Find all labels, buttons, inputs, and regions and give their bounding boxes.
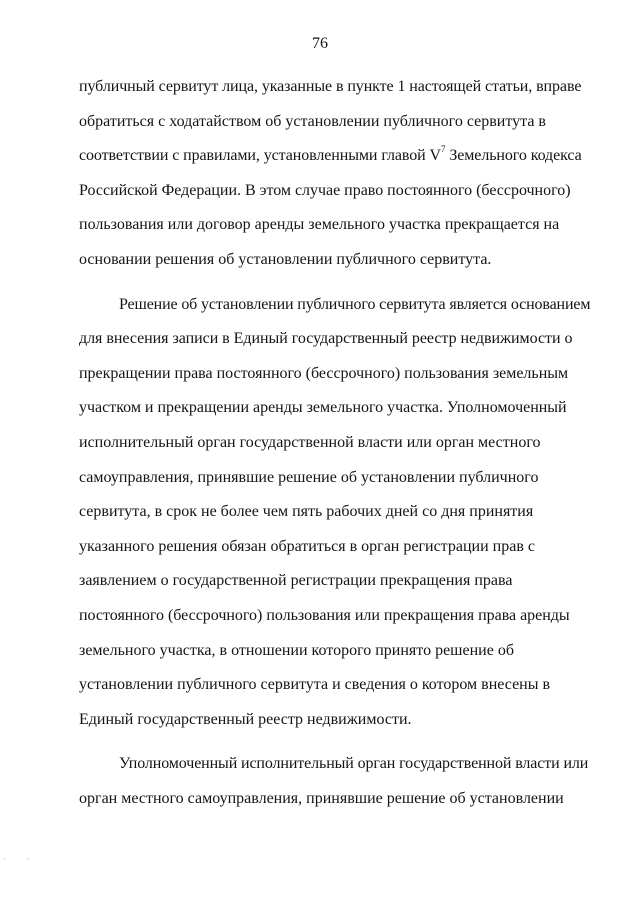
scan-artifact: · ·: [2, 855, 37, 865]
text-line: постоянного (бессрочного) пользования или прекращения права аренды: [79, 606, 570, 624]
text-line: Решение об установлении публичного сервитута является основанием: [119, 295, 591, 313]
paragraph-2: [79, 288, 591, 738]
text-line: обратиться с ходатайством об установлении публичного сервитута в: [79, 112, 546, 130]
text-line: пользования или договор аренды земельного участка прекращается на: [79, 216, 560, 234]
paragraph-3: [79, 747, 589, 816]
document-body: [79, 70, 591, 816]
text-line: указанного решения обязан обратиться в орган регистрации прав с: [79, 537, 535, 555]
text-line: установлении публичного сервитута и сведения о котором внесены в: [79, 676, 551, 694]
text-line: исполнительный орган государственной власти или орган местного: [79, 433, 541, 451]
text-line: орган местного самоуправления, принявшие решение об установлении: [79, 789, 564, 807]
chapter-superscript: 7: [441, 143, 446, 154]
text-line: самоуправления, принявшие решение об установлении публичного: [79, 468, 539, 486]
text-line: участком и прекращении аренды земельного участка. Уполномоченный: [79, 399, 567, 417]
text-line: земельного участка, в отношении которого принято решение об: [79, 641, 514, 659]
text-line: публичный сервитут лица, указанные в пункте 1 настоящей статьи, вправе: [79, 78, 582, 95]
text-line: Единый государственный реестр недвижимости.: [79, 710, 412, 728]
text-fragment: Земельного кодекса: [445, 147, 582, 165]
text-line: Российской Федерации. В этом случае право постоянного (бессрочного): [79, 181, 571, 199]
text-fragment: соответствии с правилами, установленными главой V: [79, 147, 441, 165]
text-line: Уполномоченный исполнительный орган государственной власти или: [119, 755, 589, 773]
text-line: прекращении права постоянного (бессрочного) пользования земельным: [79, 364, 569, 382]
text-line: для внесения записи в Единый государственный реестр недвижимости о: [79, 330, 573, 348]
text-line: заявлением о государственной регистрации прекращения права: [79, 572, 513, 590]
paragraph-1: [79, 70, 582, 278]
page-number: 76: [312, 35, 328, 52]
text-line: сервитута, в срок не более чем пять рабочих дней со дня принятия: [79, 503, 534, 521]
text-line: [79, 139, 582, 174]
text-line: основании решения об установлении публичного сервитута.: [79, 250, 492, 268]
